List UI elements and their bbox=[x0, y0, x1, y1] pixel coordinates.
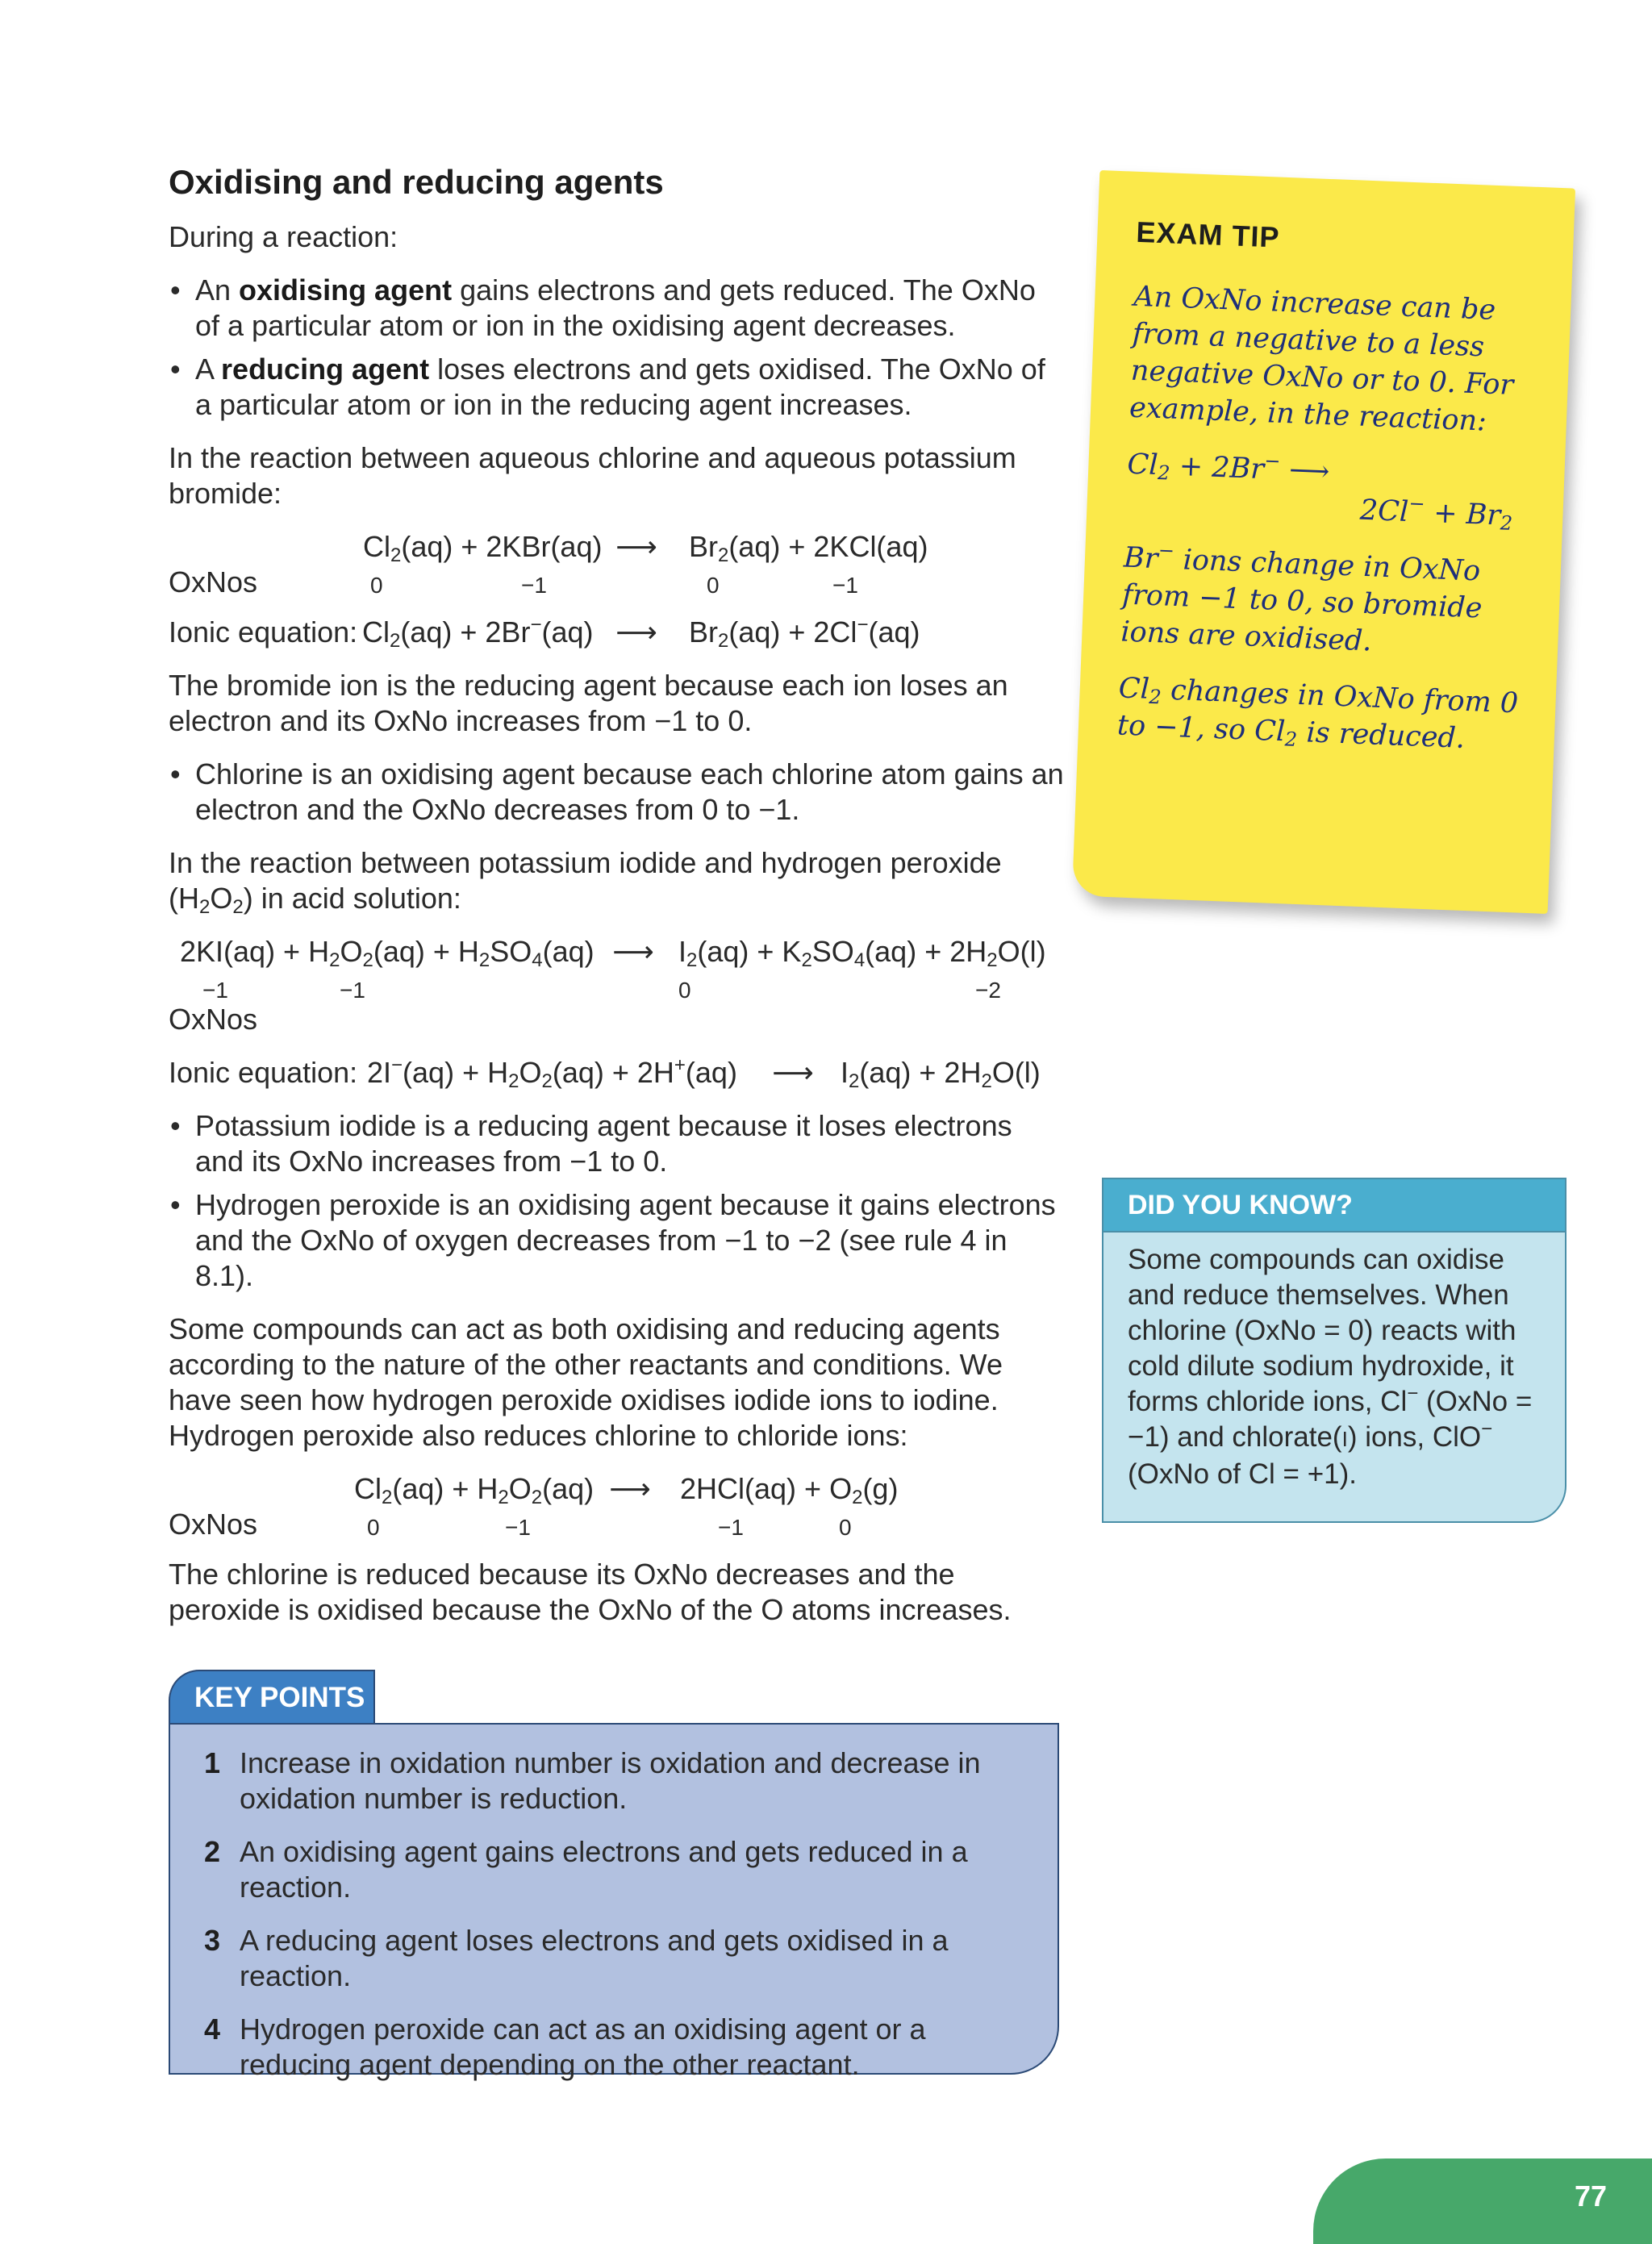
hydrogen-peroxide-bullet: • Hydrogen peroxide is an oxidising agent because it gains electrons and the OxNo of oxygen decreases from −1 to −2 (see rule 4 in 8.1). bbox=[169, 1187, 1064, 1294]
oxnos-row-2: −1 −1 0 −2 bbox=[202, 978, 1001, 1003]
did-you-know-body: Some compounds can oxidise and reduce themselves. When chlorine (OxNo = 0) reacts with cold dilute sodium hydroxide, it forms chloride ions, Cl− (OxNo = −1) and chlorate(I) ions, ClO− (OxNo of Cl = +1). bbox=[1128, 1244, 1533, 1490]
intro-text: During a reaction: bbox=[169, 220, 398, 253]
bromide-explanation: The bromide ion is the reducing agent because each ion loses an electron and its OxNo increases from −1 to 0. bbox=[169, 669, 1008, 737]
key-point-item: 4 Hydrogen peroxide can act as an oxidising agent or a reducing agent depending on the other reactant. bbox=[204, 2013, 926, 2081]
exam-tip-note bbox=[1072, 170, 1575, 914]
chlorine-bullet-list bbox=[169, 757, 1064, 828]
equation-chlorine-peroxide: $Cl_2(aq) + H_2O_2(aq)$ ⟶ $2HCl(aq) + O_2(g)$ bbox=[354, 1472, 899, 1508]
did-you-know-title: DID YOU KNOW? bbox=[1103, 1179, 1565, 1233]
key-point-item: 3 A reducing agent loses electrons and gets oxidised in a reaction. bbox=[204, 1924, 949, 1992]
key-points-box bbox=[169, 1723, 1059, 2081]
exam-tip-p2: Br− ions change in OxNo from −1 to 0, so bromide ions are oxidised. bbox=[1120, 539, 1483, 658]
did-you-know-box bbox=[1102, 1178, 1566, 1523]
equation-iodide-peroxide: $2KI(aq) + H_2O_2(aq) + H_2SO_4(aq)$ ⟶ $I_2(aq) + K_2SO_4(aq) + 2H_2O(l)$ bbox=[180, 935, 1046, 971]
reducing-agent-definition: • A reducing agent loses electrons and gets oxidised. The OxNo of a particular atom or ion in the reducing agent increases. bbox=[169, 352, 1064, 423]
chlorine-oxidising-bullet: • Chlorine is an oxidising agent because each chlorine atom gains an electron and the OxNo decreases from 0 to −1. bbox=[169, 757, 1064, 828]
oxnos-row-1: OxNos 0 −1 0 −1 bbox=[169, 565, 858, 599]
exam-tip-p3: $Cl_2$ changes in OxNo from 0 to −1, so $Cl_2$ is reduced. bbox=[1116, 672, 1519, 755]
ionic-equation-1: Ionic equation: $Cl_2(aq) + 2Br^-(aq)$ ⟶ $Br_2(aq) + 2Cl^-(aq)$ bbox=[169, 614, 920, 652]
key-points-title: KEY POINTS bbox=[169, 1670, 375, 1723]
ionic-equation-2: Ionic equation: $2I^-(aq) + H_2O_2(aq) + 2H^+(aq)$ ⟶ $I_2(aq) + 2H_2O(l)$ bbox=[169, 1054, 1041, 1092]
oxnos-label-2: OxNos bbox=[169, 1003, 258, 1036]
exam-tip-equation: $Cl_2 + 2Br^-$ ⟶ $2Cl^- + Br_2$ bbox=[1126, 448, 1513, 535]
page-number: 77 bbox=[1574, 2179, 1607, 2213]
oxnos-row-3: OxNos 0 −1 −1 0 bbox=[169, 1508, 852, 1541]
oxidising-agent-term: oxidising agent bbox=[239, 273, 453, 307]
exam-tip-p1: An OxNo increase can be from a negative to a less negative OxNo or to 0. For example, in the reaction: bbox=[1128, 280, 1514, 438]
dual-agent-paragraph: Some compounds can act as both oxidising and reducing agents according to the nature of the other reactants and conditions. We have seen how hydrogen peroxide oxidises iodide ions to iodine. Hydrogen peroxide also reduces chlorine to chloride ions: bbox=[169, 1312, 1003, 1452]
agent-definitions bbox=[169, 273, 1064, 423]
iodide-peroxide-bullets bbox=[169, 1108, 1064, 1294]
bromide-reaction-intro: In the reaction between aqueous chlorine and aqueous potassium bromide: bbox=[169, 441, 1016, 510]
exam-tip-title: EXAM TIP bbox=[1135, 215, 1281, 254]
main-column bbox=[169, 161, 1064, 1645]
page-number-tab bbox=[1313, 2158, 1652, 2244]
key-point-item: 2 An oxidising agent gains electrons and gets reduced in a reaction. bbox=[204, 1835, 968, 1904]
reducing-agent-term: reducing agent bbox=[221, 352, 430, 386]
section-heading: Oxidising and reducing agents bbox=[169, 163, 664, 201]
equation-chlorine-bromide: $Cl_2(aq) + 2KBr(aq)$ ⟶ $Br_2(aq) + 2KCl(aq)$ bbox=[363, 530, 928, 566]
iodide-reaction-intro: In the reaction between potassium iodide and hydrogen peroxide $(H_2O_2)$ in acid solution: bbox=[169, 846, 1002, 918]
potassium-iodide-bullet: • Potassium iodide is a reducing agent because it loses electrons and its OxNo increases from −1 to 0. bbox=[169, 1108, 1064, 1179]
oxidising-agent-definition: • An oxidising agent gains electrons and gets reduced. The OxNo of a particular atom or ion in the oxidising agent decreases. bbox=[169, 273, 1064, 344]
key-point-item: 1 Increase in oxidation number is oxidation and decrease in oxidation number is reduction. bbox=[204, 1746, 981, 1815]
exam-tip-text bbox=[1116, 278, 1537, 760]
conclusion-paragraph: The chlorine is reduced because its OxNo decreases and the peroxide is oxidised because the OxNo of the O atoms increases. bbox=[169, 1558, 1012, 1626]
